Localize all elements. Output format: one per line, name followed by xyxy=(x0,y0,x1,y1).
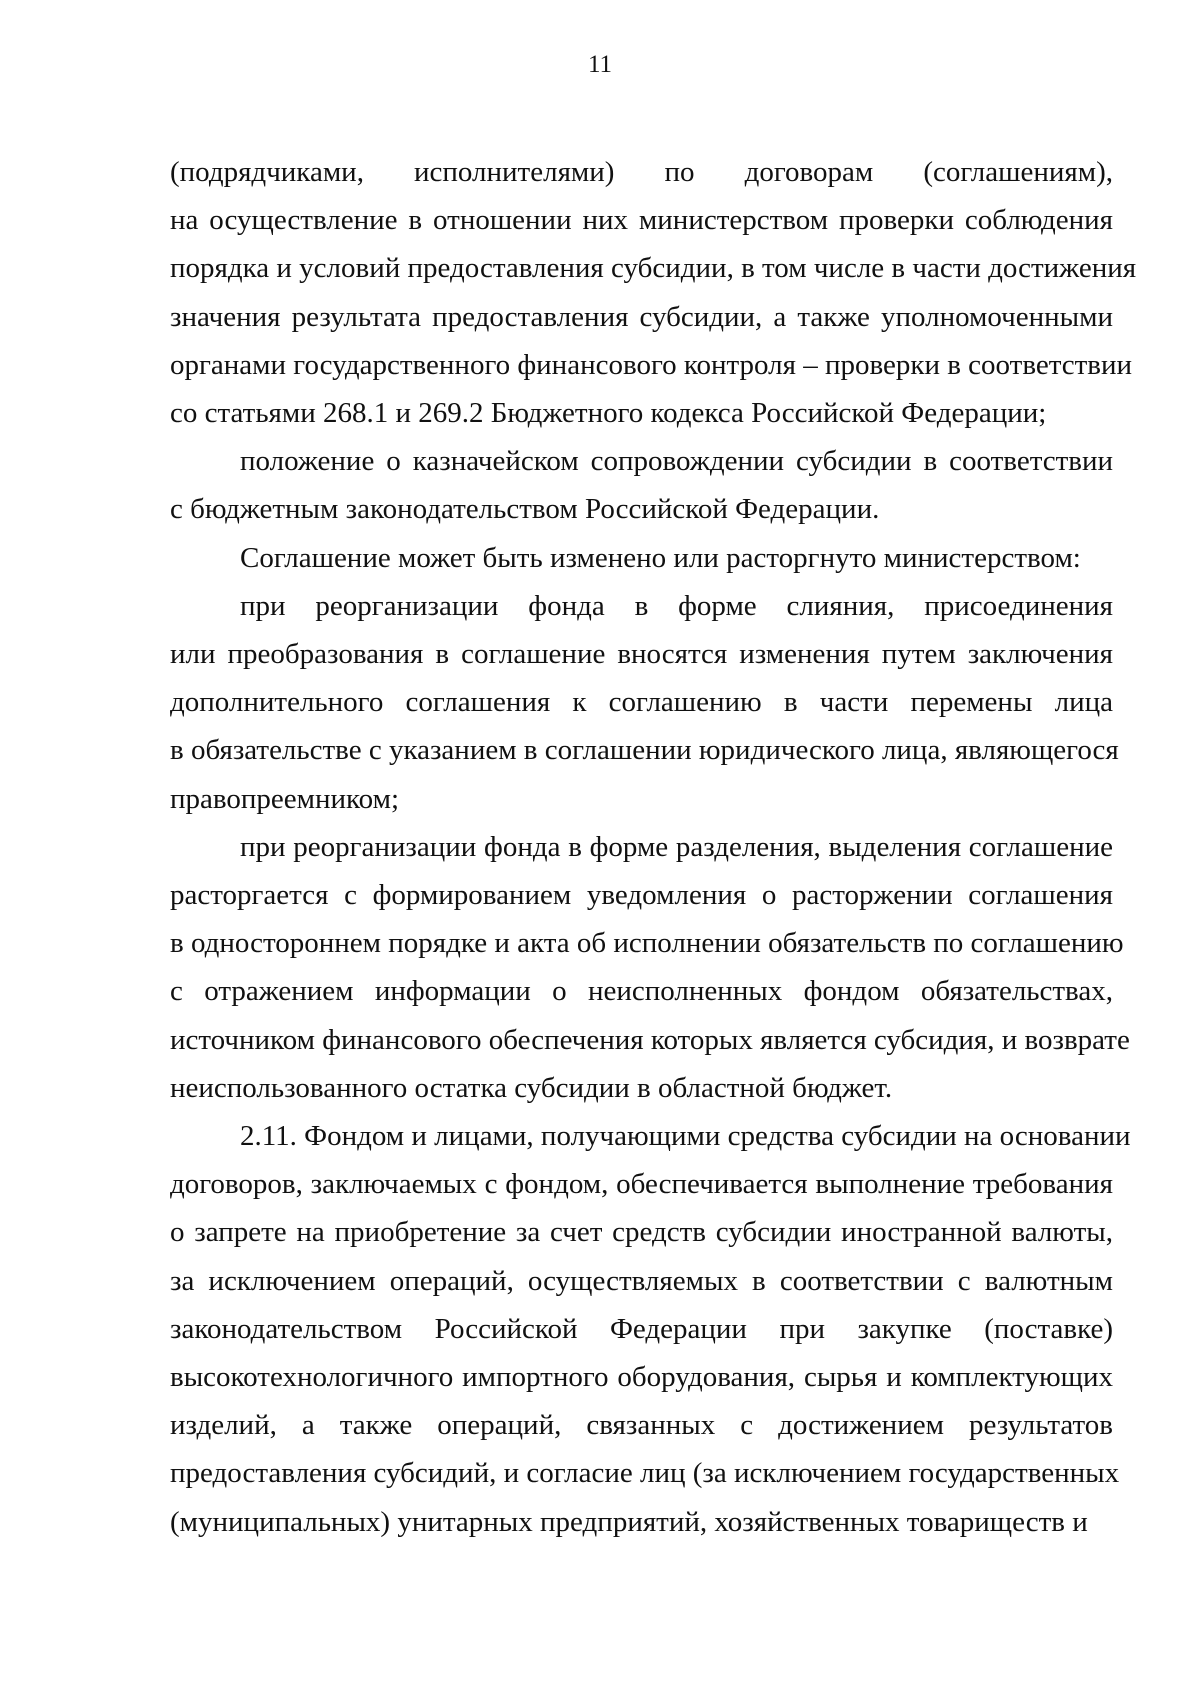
document-body xyxy=(170,148,1137,1546)
text-line: 2.11. Фондом и лицами, получающими средства субсидии на основании xyxy=(240,1120,1131,1153)
text-line: предоставления субсидий, и согласие лиц (за исключением государственных xyxy=(170,1457,1120,1490)
text-line: на осуществление в отношении них министерством проверки соблюдения xyxy=(170,204,1113,237)
text-line: (подрядчиками, исполнителями) по договорам (соглашениям), xyxy=(170,156,1113,188)
text-line: со статьями 268.1 и 269.2 Бюджетного кодекса Российской Федерации; xyxy=(170,397,1047,430)
paragraph xyxy=(170,534,1113,582)
text-line: расторгается с формированием уведомления о расторжении соглашения xyxy=(170,879,1113,912)
paragraph xyxy=(170,823,1130,1112)
paragraph xyxy=(170,582,1119,823)
text-line: источником финансового обеспечения которых является субсидия, и возврате xyxy=(170,1023,1130,1056)
text-line: договоров, заключаемых с фондом, обеспечивается выполнение требования xyxy=(170,1168,1113,1201)
text-line: с бюджетным законодательством Российской Федерации. xyxy=(170,493,880,526)
page-number: 11 xyxy=(587,51,613,78)
text-line: при реорганизации фонда в форме слияния, присоединения xyxy=(240,589,1113,622)
text-line: положение о казначейском сопровождении субсидии в соответствии xyxy=(240,445,1113,478)
text-line: или преобразования в соглашение вносятся изменения путем заключения xyxy=(170,638,1113,671)
text-line: неиспользованного остатка субсидии в областной бюджет. xyxy=(170,1071,893,1104)
text-line: с отражением информации о неисполненных фондом обязательствах, xyxy=(170,975,1113,1008)
text-line: законодательством Российской Федерации при закупке (поставке) xyxy=(170,1312,1113,1345)
paragraph xyxy=(170,148,1137,437)
text-line: органами государственного финансового контроля – проверки в соответствии xyxy=(170,348,1133,381)
text-line: (муниципальных) унитарных предприятий, хозяйственных товариществ и xyxy=(170,1505,1088,1538)
text-line: за исключением операций, осуществляемых в соответствии с валютным xyxy=(170,1264,1113,1297)
text-line: дополнительного соглашения к соглашению в части перемены лица xyxy=(170,686,1113,719)
text-line: Соглашение может быть изменено или расторгнуто министерством: xyxy=(240,541,1081,574)
text-line: значения результата предоставления субсидии, а также уполномоченными xyxy=(170,300,1113,333)
text-line: о запрете на приобретение за счет средств субсидии иностранной валюты, xyxy=(170,1216,1113,1249)
text-line: изделий, а также операций, связанных с достижением результатов xyxy=(170,1409,1113,1442)
text-line: в обязательстве с указанием в соглашении юридического лица, являющегося xyxy=(170,734,1119,767)
text-line: высокотехнологичного импортного оборудования, сырья и комплектующих xyxy=(170,1361,1113,1394)
text-line: при реорганизации фонда в форме разделения, выделения соглашение xyxy=(240,830,1113,863)
text-line: правопреемником; xyxy=(170,782,400,815)
paragraph xyxy=(170,437,1113,533)
text-line: в одностороннем порядке и акта об исполнении обязательств по соглашению xyxy=(170,927,1124,960)
paragraph xyxy=(170,1112,1131,1546)
text-line: порядка и условий предоставления субсидии, в том числе в части достижения xyxy=(170,252,1137,285)
